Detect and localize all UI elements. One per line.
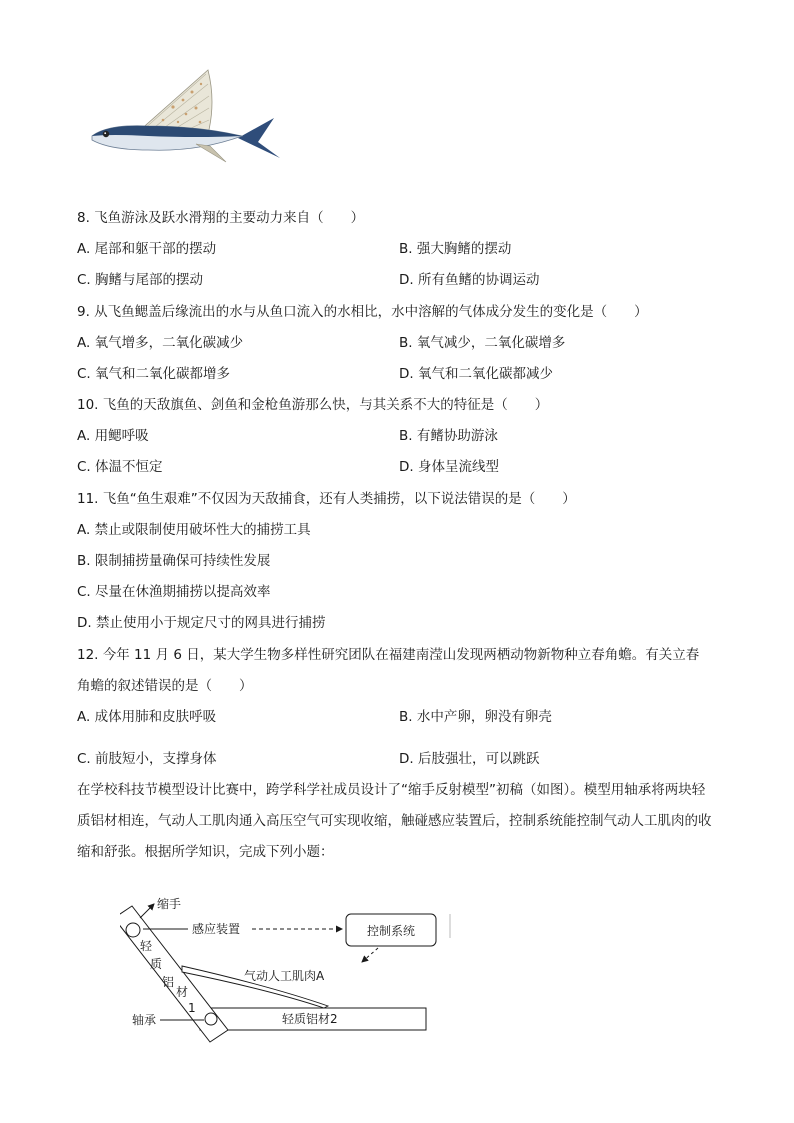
question-8-option-b: B. 强大胸鳍的摆动 <box>399 241 512 257</box>
question-8-stem: 8. 飞鱼游泳及跃水滑翔的主要动力来自（ ） <box>77 210 365 226</box>
withdrawal-reflex-model-diagram <box>120 888 470 1048</box>
passage-paragraph: 在学校科技节模型设计比赛中，跨学科学社成员设计了“缩手反射模型”初稿（如图）。模型用轴承将两块轻质铝材相连，气动人工肌肉通入高压空气可实现收缩，触碰感应装置后，控制系统能控制气动人工肌肉的收缩和舒张。根据所学知识，完成下列小题： <box>77 782 712 860</box>
withdraw-label: 缩手 <box>157 897 182 911</box>
question-9-option-c: C. 氧气和二氧化碳都增多 <box>77 366 231 382</box>
sensor-circle <box>126 923 140 937</box>
question-9-option-a: A. 氧气增多，二氧化碳减少 <box>77 335 244 351</box>
question-11-stem: 11. 飞鱼“鱼生艰难”不仅因为天敌捕食，还有人类捕捞，以下说法错误的是（ ） <box>77 491 576 507</box>
bar-1-label-char-5: 1 <box>188 1001 196 1015</box>
bar-1-label-char-4: 材 <box>176 985 189 999</box>
bar-2-label: 轻质铝材2 <box>282 1012 338 1026</box>
question-10-option-d: D. 身体呈流线型 <box>399 459 499 475</box>
control-system-label: 控制系统 <box>367 924 416 938</box>
question-10-stem: 10. 飞鱼的天敌旗鱼、剑鱼和金枪鱼游那么快，与其关系不大的特征是（ ） <box>77 397 549 413</box>
bar-1-label-char-3: 铝 <box>162 975 175 989</box>
question-12-option-c: C. 前肢短小，支撑身体 <box>77 751 217 767</box>
question-9-option-d: D. 氧气和二氧化碳都减少 <box>399 366 553 382</box>
bar-1-label-char-2: 质 <box>150 957 163 971</box>
sensor-label: 感应装置 <box>192 922 241 936</box>
question-10-option-a: A. 用鳃呼吸 <box>77 428 149 444</box>
question-11-option-d: D. 禁止使用小于规定尺寸的网具进行捕捞 <box>77 615 326 631</box>
question-12-option-b: B. 水中产卵，卵没有卵壳 <box>399 709 552 725</box>
bar-1-label-char-1: 轻 <box>140 939 153 953</box>
muscle-label: 气动人工肌肉A <box>244 969 325 983</box>
question-8-option-c: C. 胸鳍与尾部的摆动 <box>77 272 204 288</box>
question-9-stem: 9. 从飞鱼鳃盖后缘流出的水与从鱼口流入的水相比，水中溶解的气体成分发生的变化是（ ） <box>77 304 648 320</box>
question-11-option-c: C. 尽量在休渔期捕捞以提高效率 <box>77 584 271 600</box>
question-12-option-a: A. 成体用肺和皮肤呼吸 <box>77 709 217 725</box>
question-11-option-b: B. 限制捕捞量确保可持续性发展 <box>77 553 271 569</box>
question-10-option-c: C. 体温不恒定 <box>77 459 163 475</box>
question-12-stem-line-2: 角蟾的叙述错误的是（ ） <box>77 678 253 694</box>
flying-fish-image <box>88 62 288 180</box>
bearing-label: 轴承 <box>132 1013 157 1027</box>
question-12-stem-line-1: 12. 今年 11 月 6 日，某大学生物多样性研究团队在福建南滢山发现两栖动物新物种立春角蟾。有关立春 <box>77 647 700 663</box>
question-8-option-a: A. 尾部和躯干部的摆动 <box>77 241 217 257</box>
question-11-option-a: A. 禁止或限制使用破坏性大的捕捞工具 <box>77 522 311 538</box>
question-10-option-b: B. 有鳍协助游泳 <box>399 428 498 444</box>
question-8-option-d: D. 所有鱼鳍的协调运动 <box>399 272 540 288</box>
question-12-option-d: D. 后肢强壮，可以跳跃 <box>399 751 540 767</box>
question-9-option-b: B. 氧气减少，二氧化碳增多 <box>399 335 566 351</box>
bearing-circle <box>205 1013 217 1025</box>
